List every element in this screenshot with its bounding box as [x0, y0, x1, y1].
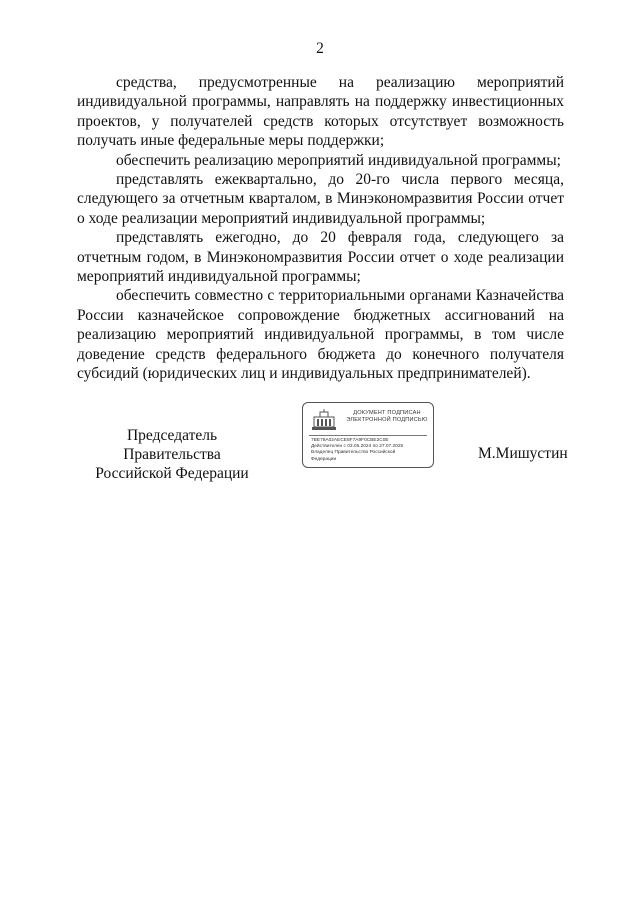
- stamp-serial: 7BE79A02AECE8F7A9F0CBE2C0E: [311, 438, 389, 443]
- stamp-validity: Действителен с 03.05.2024 по 27.07.2025: [311, 444, 404, 450]
- stamp-header: [343, 410, 431, 424]
- stamp-divider: [309, 435, 427, 436]
- government-building-icon: [311, 409, 337, 431]
- signer-title: [77, 426, 267, 483]
- stamp-owner-line2: Федерации: [311, 456, 337, 462]
- signature-block: [0, 402, 640, 482]
- document-body: [77, 73, 564, 384]
- signer-title-line2: Российской Федерации: [95, 465, 249, 482]
- page-number: 2: [316, 40, 324, 57]
- stamp-details: [311, 438, 433, 463]
- electronic-signature-stamp: [302, 402, 434, 468]
- paragraph-funds: средства, предусмотренные на реализацию мероприятий индивидуальной программы, направлять на поддержку инвестиционных проектов, у получателей средств которых отсутствует возможность получать иные федеральные меры поддержки;: [77, 74, 564, 150]
- paragraph-annual-report: представлять ежегодно, до 20 февраля года, следующего за отчетным годом, в Минэкономразвития России отчет о ходе реализации мероприятий индивидуальной программы;: [77, 229, 564, 286]
- stamp-header-line1: ДОКУМЕНТ ПОДПИСАН: [353, 410, 421, 416]
- stamp-header-line2: ЭЛЕКТРОННОЙ ПОДПИСЬЮ: [346, 417, 428, 423]
- signer-title-line1: Председатель Правительства: [123, 427, 221, 463]
- paragraph-quarterly-report: представлять ежеквартально, до 20-го числа первого месяца, следующего за отчетным кварталом, в Минэкономразвития России отчет о ходе реализации мероприятий индивидуальной программы;: [77, 171, 564, 227]
- stamp-owner-line1: Владелец Правительство Российской: [311, 450, 396, 456]
- signer-name: М.Мишустин: [478, 445, 568, 462]
- paragraph-implementation: обеспечить реализацию мероприятий индивидуальной программы;: [116, 151, 561, 169]
- paragraph-treasury: обеспечить совместно с территориальными органами Казначейства России казначейское сопровождение бюджетных ассигнований на реализацию мероприятий индивидуальной программы, в том числе доведение средств федерального бюджета до конечного получателя субсидий (юридических лиц и индивидуальных предпринимателей).: [77, 287, 564, 383]
